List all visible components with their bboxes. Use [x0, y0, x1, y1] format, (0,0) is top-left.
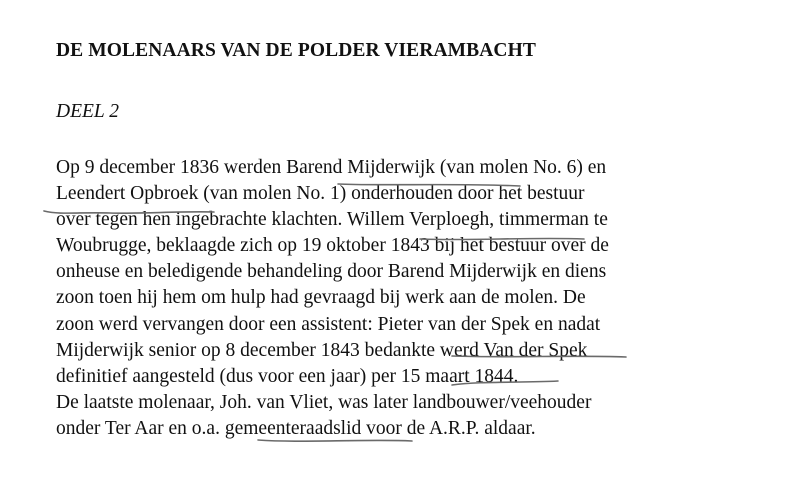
text-line: over tegen hen ingebrachte klachten. Willem Verploegh, timmerman te — [56, 209, 608, 231]
text-line: Mijderwijk senior op 8 december 1843 bedankte werd Van der Spek — [56, 339, 588, 361]
document-subtitle: DEEL 2 — [56, 101, 120, 122]
text-line: Leendert Opbroek (van molen No. 1) onderhouden door het bestuur — [56, 183, 585, 205]
document-title: DE MOLENAARS VAN DE POLDER VIERAMBACHT — [56, 40, 536, 61]
text-line: onheuse en beledigende behandeling door Barend Mijderwijk en diens — [56, 261, 607, 283]
text-line: definitief aangesteld (dus voor een jaar) per 15 maart 1844. — [56, 365, 519, 387]
body-paragraph — [56, 155, 796, 442]
text-line: onder Ter Aar en o.a. gemeenteraadslid voor de A.R.P. aldaar. — [56, 417, 536, 439]
text-line: Op 9 december 1836 werden Barend Mijderwijk (van molen No. 6) en — [56, 157, 607, 178]
text-line: Woubrugge, beklaagde zich op 19 oktober 1843 bij het bestuur over de — [56, 235, 609, 257]
text-line: De laatste molenaar, Joh. van Vliet, was later landbouwer/veehouder — [56, 391, 592, 413]
text-line: zoon toen hij hem om hulp had gevraagd bij werk aan de molen. De — [56, 287, 586, 309]
text-line: zoon werd vervangen door een assistent: Pieter van der Spek en nadat — [56, 313, 601, 335]
